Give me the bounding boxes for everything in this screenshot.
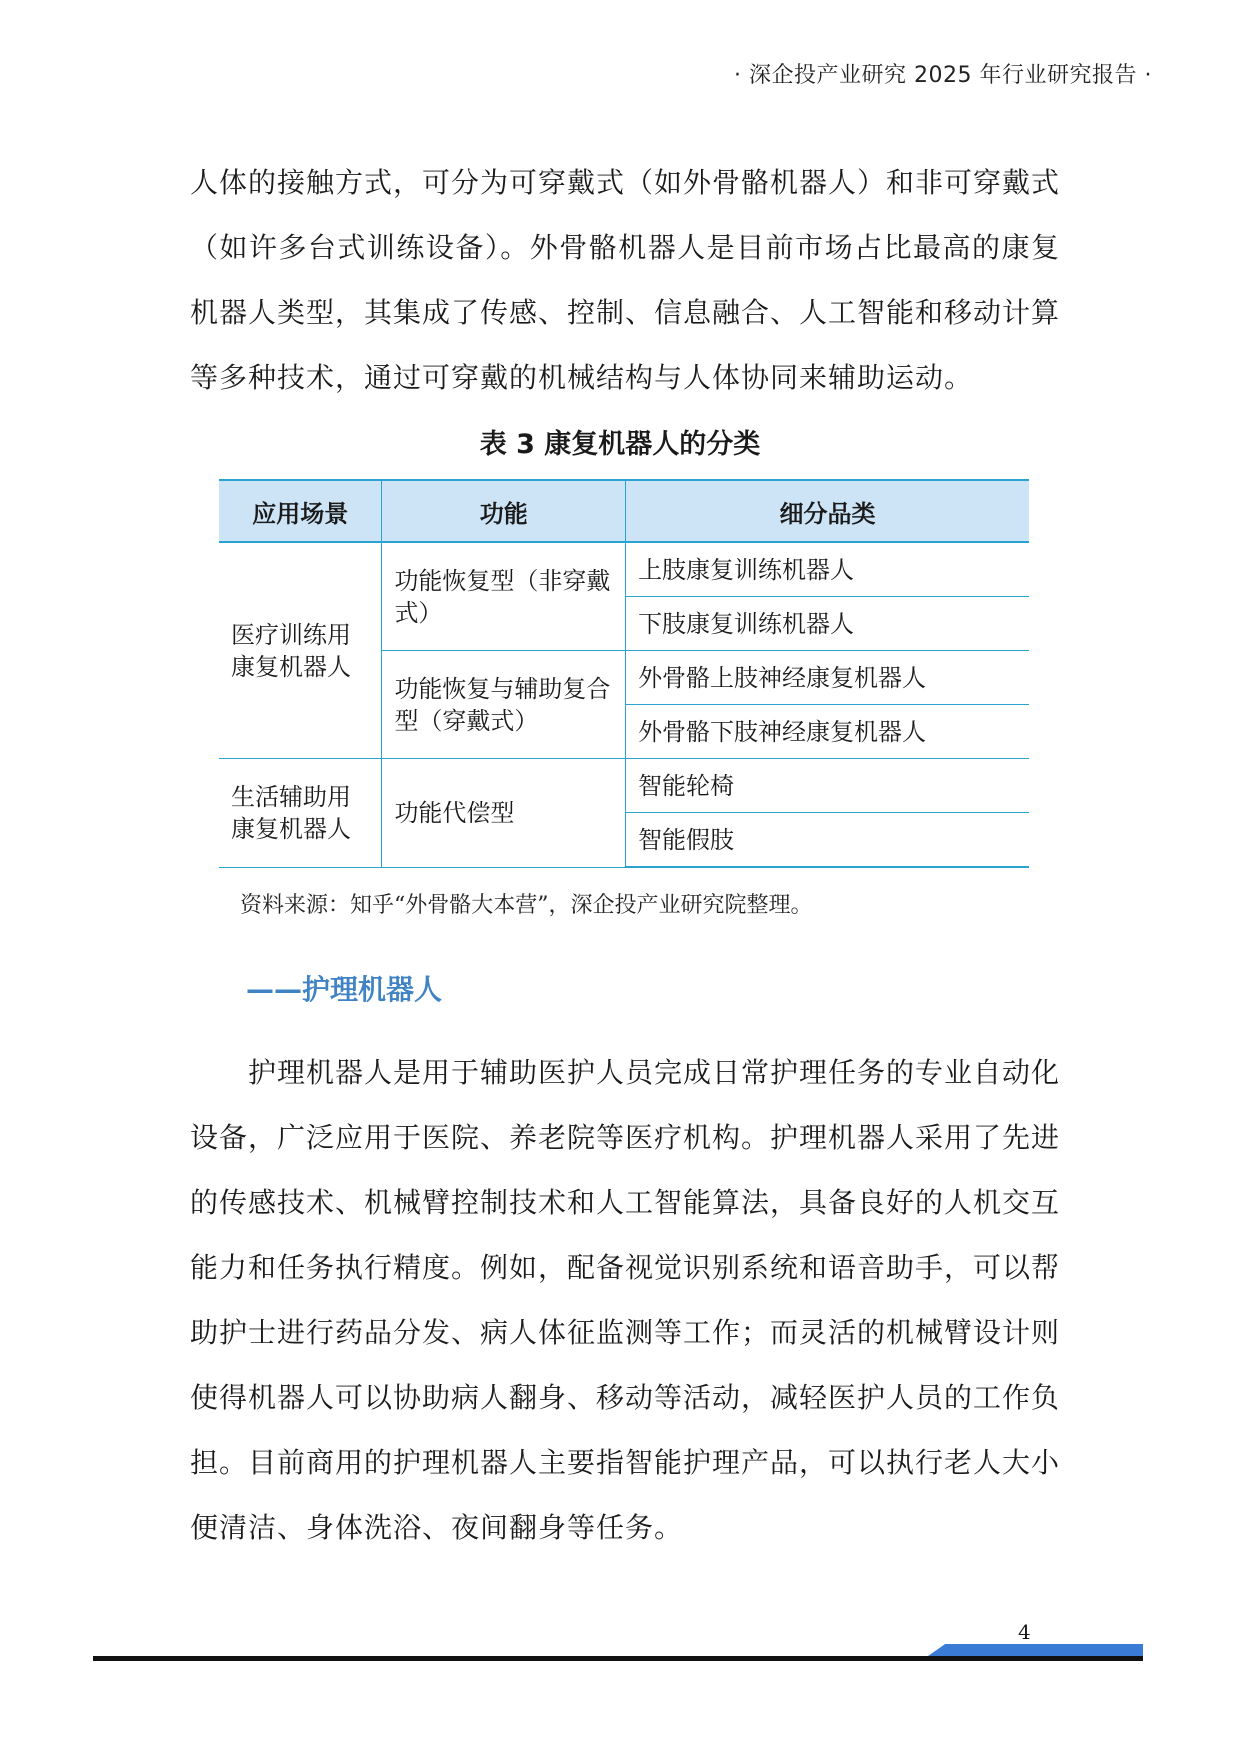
footer-rule — [93, 1656, 1143, 1661]
header-category: 细分品类 — [626, 480, 1029, 542]
function-cell: 功能恢复型（非穿戴式） — [382, 542, 626, 651]
function-cell: 功能代偿型 — [382, 759, 626, 868]
category-cell: 智能假肢 — [626, 813, 1029, 868]
body-paragraph-1: 人体的接触方式，可分为可穿戴式（如外骨骼机器人）和非可穿戴式（如许多台式训练设备）。外骨骼机器人是目前市场占比最高的康复机器人类型，其集成了传感、控制、信息融合、人工智能和移动计算等多种技术，通过可穿戴的机械结构与人体协同来辅助运动。 — [190, 166, 1061, 394]
scene-cell: 医疗训练用康复机器人 — [219, 542, 382, 759]
section-heading: ——护理机器人 — [246, 973, 443, 1006]
footer-accent-bar — [928, 1644, 1143, 1656]
category-cell: 智能轮椅 — [626, 759, 1029, 813]
page-number: 4 — [1018, 1620, 1031, 1644]
header-scene: 应用场景 — [219, 480, 382, 542]
category-cell: 外骨骼上肢神经康复机器人 — [626, 651, 1029, 705]
report-header: · 深企投产业研究 2025 年行业研究报告 · — [734, 63, 1152, 88]
header-function: 功能 — [382, 480, 626, 542]
scene-cell: 生活辅助用康复机器人 — [219, 759, 382, 868]
classification-table — [219, 479, 1029, 868]
table-row — [219, 542, 1029, 597]
category-cell: 上肢康复训练机器人 — [626, 542, 1029, 597]
category-cell: 下肢康复训练机器人 — [626, 597, 1029, 651]
table-source-note: 资料来源：知乎“外骨骼大本营”，深企投产业研究院整理。 — [240, 893, 813, 918]
function-cell: 功能恢复与辅助复合型（穿戴式） — [382, 651, 626, 759]
table-row — [219, 759, 1029, 813]
body-paragraph-2: 护理机器人是用于辅助医护人员完成日常护理任务的专业自动化设备，广泛应用于医院、养老院等医疗机构。护理机器人采用了先进的传感技术、机械臂控制技术和人工智能算法，具备良好的人机交互能力和任务执行精度。例如，配备视觉识别系统和语音助手，可以帮助护士进行药品分发、病人体征监测等工作；而灵活的机械臂设计则使得机器人可以协助病人翻身、移动等活动，减轻医护人员的工作负担。目前商用的护理机器人主要指智能护理产品，可以执行老人大小便清洁、身体洗浴、夜间翻身等任务。 — [190, 1056, 1061, 1544]
table-title: 表 3 康复机器人的分类 — [479, 429, 761, 460]
category-cell: 外骨骼下肢神经康复机器人 — [626, 705, 1029, 759]
table-header-row — [219, 480, 1029, 542]
